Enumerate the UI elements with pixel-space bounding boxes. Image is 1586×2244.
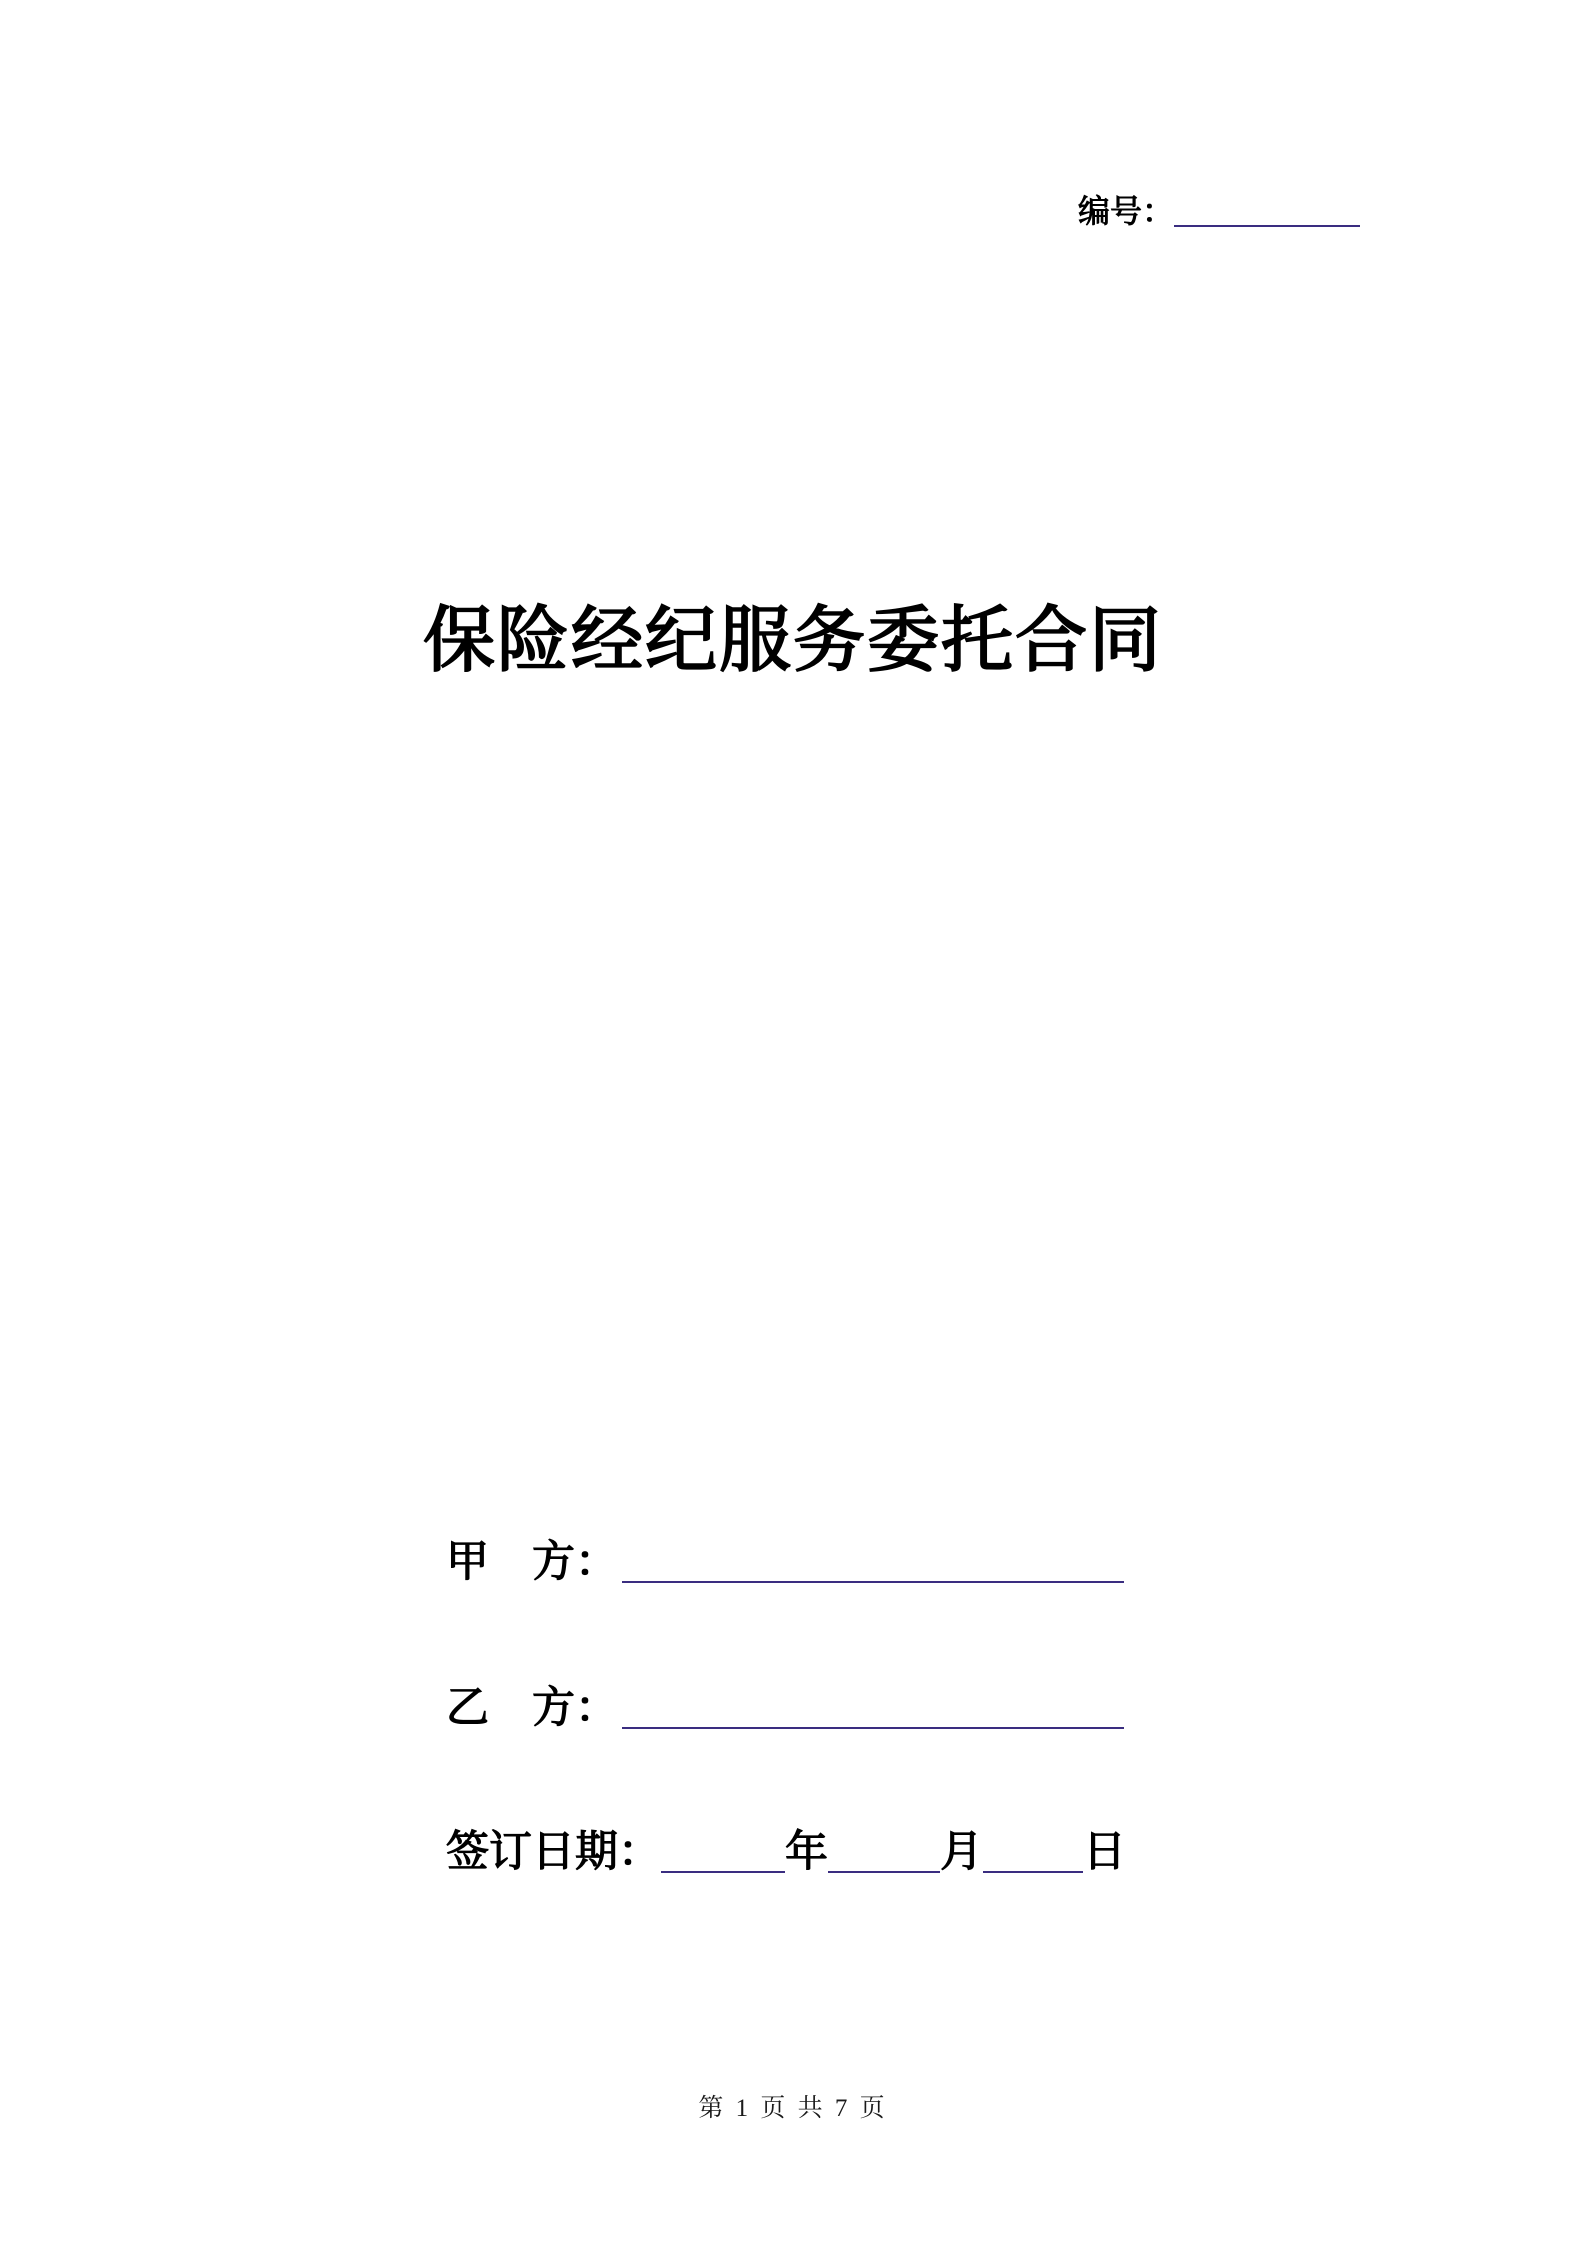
sign-date-day-suffix: 日 — [1083, 1829, 1126, 1876]
sign-date-label: 签订日期： — [446, 1829, 661, 1876]
sign-date-year-suffix: 年 — [785, 1829, 828, 1876]
party-b-row — [446, 1674, 1124, 1735]
sign-date-year-blank-line — [661, 1871, 785, 1873]
sign-date-month-blank-line — [828, 1871, 940, 1873]
party-a-blank-line — [622, 1581, 1124, 1583]
party-a-label: 甲 方： — [446, 1539, 618, 1586]
serial-number-row — [1078, 186, 1360, 232]
sign-date-row — [446, 1818, 1126, 1879]
party-b-blank-line — [622, 1727, 1124, 1729]
sign-date-month-suffix: 月 — [940, 1829, 983, 1876]
serial-number-blank-line — [1174, 225, 1360, 227]
party-a-row — [446, 1528, 1124, 1589]
party-b-label: 乙 方： — [446, 1685, 618, 1732]
page-number-footer: 第 1 页 共 7 页 — [698, 2095, 888, 2122]
serial-number-label: 编号： — [1078, 193, 1175, 229]
sign-date-day-blank-line — [983, 1871, 1083, 1873]
document-title: 保险经纪服务委托合同 — [422, 601, 1163, 681]
